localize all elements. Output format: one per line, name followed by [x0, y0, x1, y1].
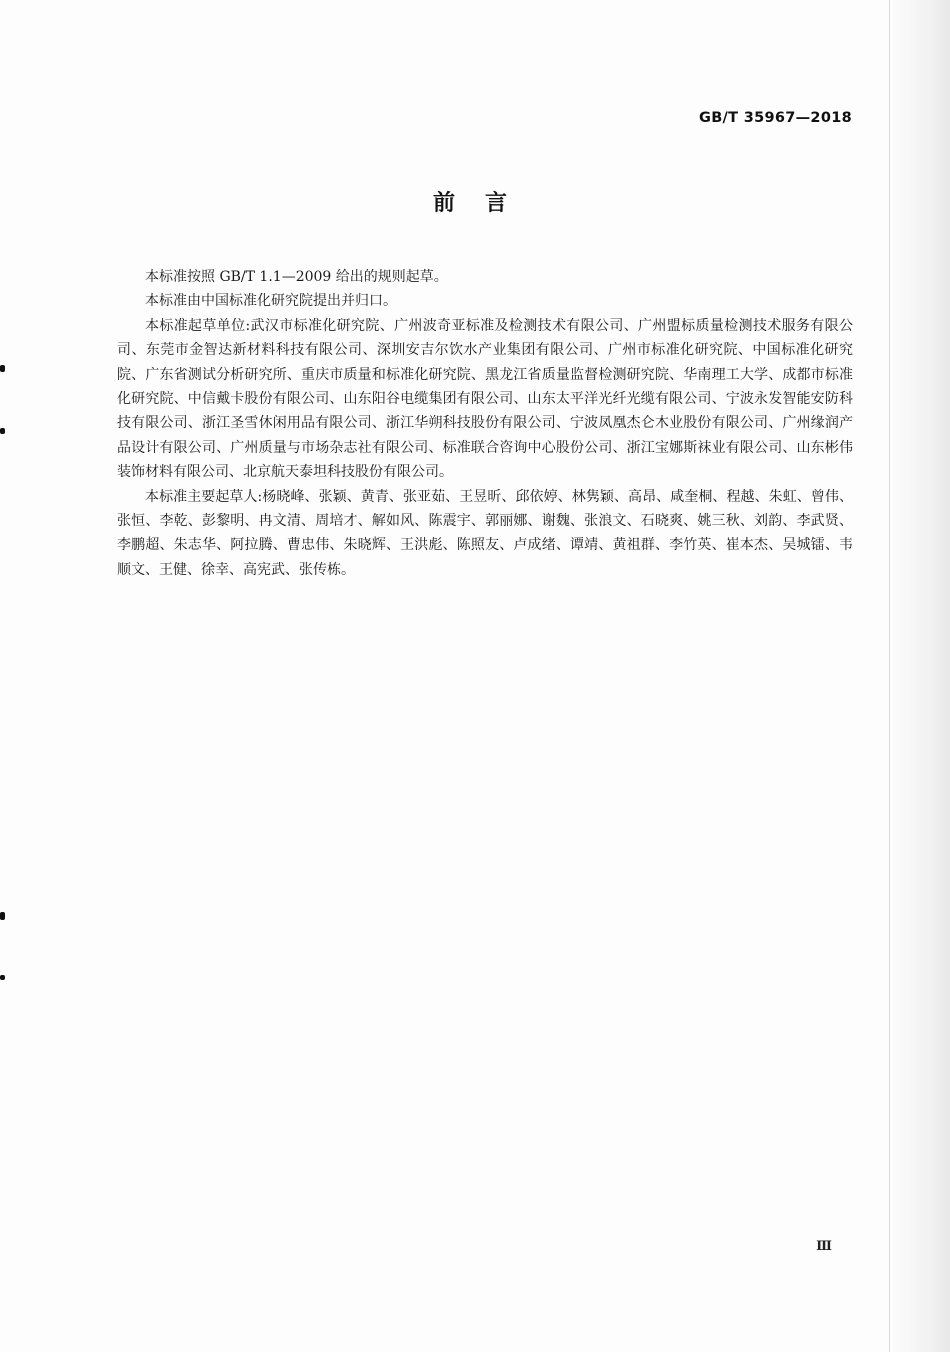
- binding-mark: [0, 912, 5, 920]
- binding-mark: [0, 428, 5, 434]
- binding-mark: [0, 975, 5, 980]
- foreword-body: [117, 265, 853, 582]
- binding-mark: [0, 365, 5, 372]
- paragraph-drafters: 本标准主要起草人:杨晓峰、张颖、黄青、张亚茹、王昱昕、邱依婷、林隽颖、高昂、咸奎桐、程越、朱虹、曾伟、张恒、李乾、彭黎明、冉文清、周培才、解如风、陈震宇、郭丽娜、谢魏、张浪文、石晓爽、姚三秋、刘韵、李武贤、李鹏超、朱志华、阿拉腾、曹忠伟、朱晓辉、王洪彪、陈照友、卢成绪、谭靖、黄祖群、李竹英、崔本杰、吴城镭、韦顺文、王健、徐幸、高宪武、张传栋。: [117, 488, 853, 578]
- paragraph-drafting-units: 本标准起草单位:武汉市标准化研究院、广州波奇亚标准及检测技术有限公司、广州盟标质量检测技术服务有限公司、东莞市金智达新材料科技有限公司、深圳安吉尔饮水产业集团有限公司、广州市标准化研究院、中国标准化研究院、广东省测试分析研究所、重庆市质量和标准化研究院、黑龙江省质量监督检测研究院、华南理工大学、成都市标准化研究院、中信戴卡股份有限公司、山东阳谷电缆集团有限公司、山东太平洋光纤光缆有限公司、宁波永发智能安防科技有限公司、浙江圣雪休闲用品有限公司、浙江华朔科技股份有限公司、宁波凤凰杰仑木业股份有限公司、广州缘润产品设计有限公司、广州质量与市场杂志社有限公司、标准联合咨询中心股份公司、浙江宝娜斯袜业有限公司、山东彬伟装饰材料有限公司、北京航天泰坦科技股份有限公司。: [117, 317, 853, 481]
- standard-code: GB/T 35967—2018: [699, 110, 852, 126]
- paragraph-proposer: 本标准由中国标准化研究院提出并归口。: [145, 293, 397, 310]
- section-title: 前言: [432, 191, 537, 216]
- page-number: Ⅲ: [816, 1239, 832, 1254]
- paragraph-drafting-rules: 本标准按照 GB/T 1.1—2009 给出的规则起草。: [145, 269, 448, 285]
